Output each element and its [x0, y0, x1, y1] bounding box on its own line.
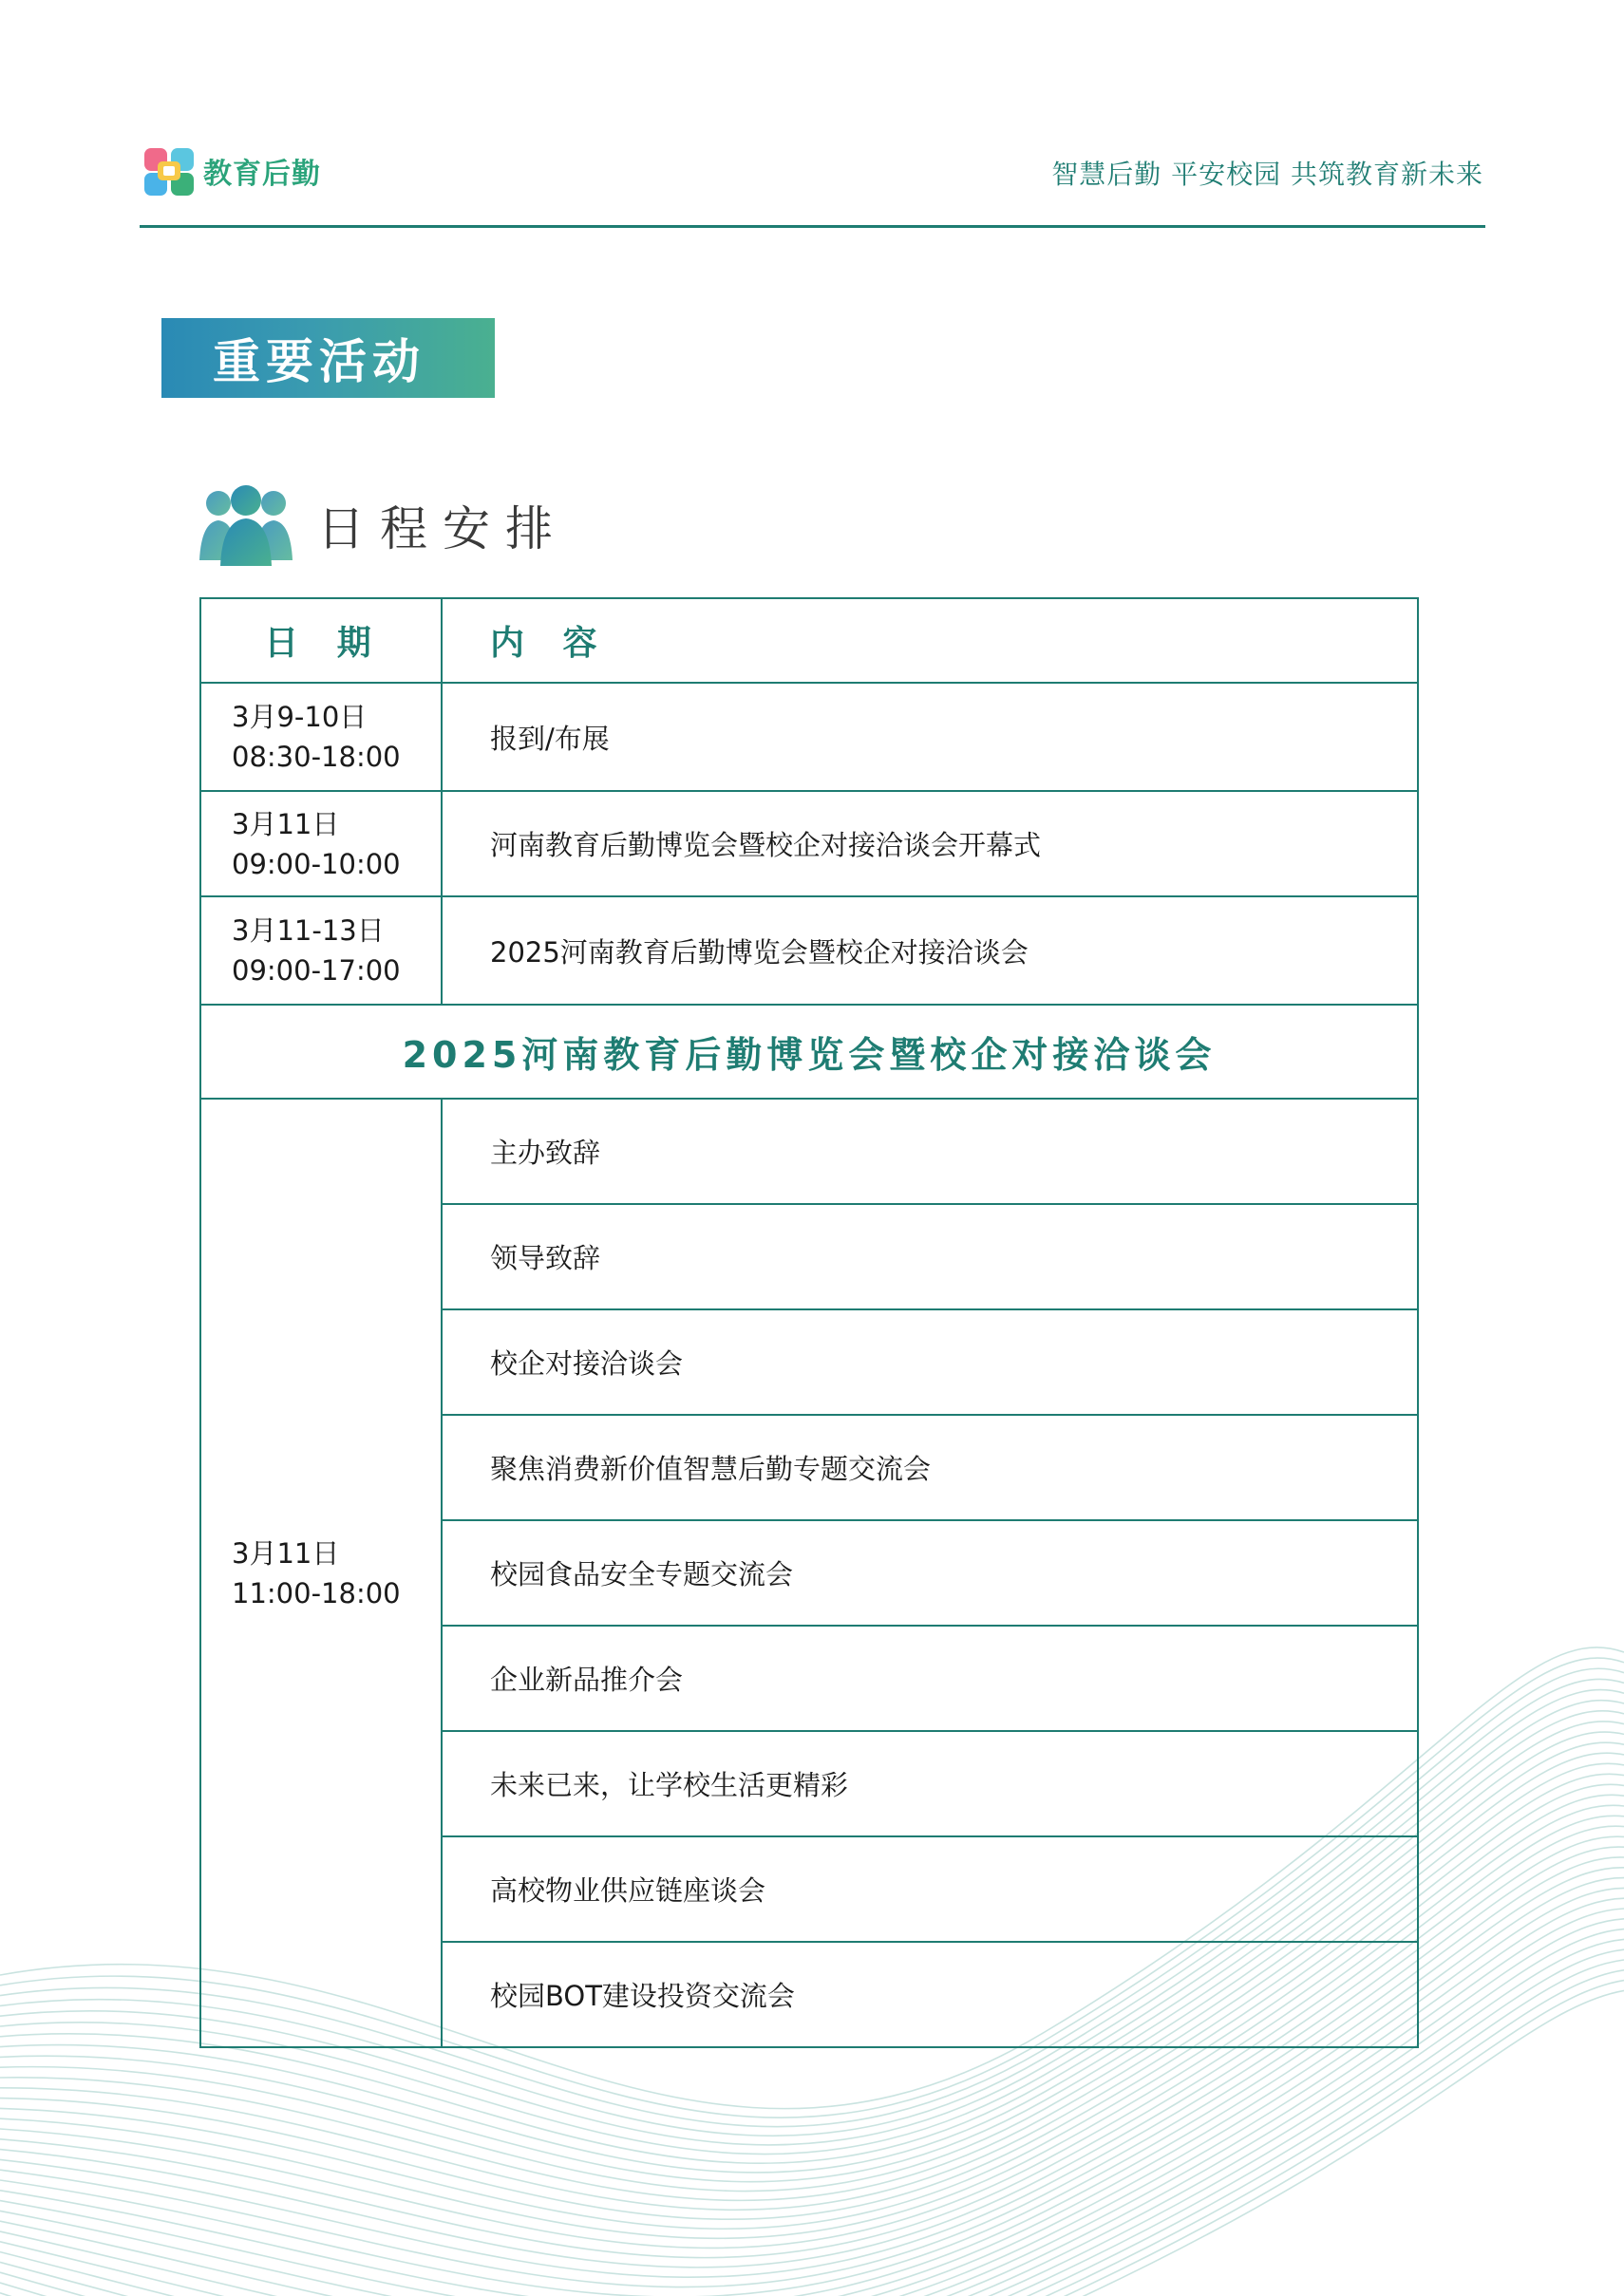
header-divider — [140, 225, 1485, 228]
time-line: 09:00-17:00 — [232, 954, 401, 987]
session-item: 领导致辞 — [442, 1204, 1418, 1309]
time-line: 09:00-10:00 — [232, 847, 401, 880]
date-line: 3月11日 — [232, 807, 340, 840]
session-item: 主办致辞 — [442, 1099, 1418, 1204]
session-item: 未来已来，让学校生活更精彩 — [442, 1731, 1418, 1836]
session-item: 校企对接洽谈会 — [442, 1309, 1418, 1415]
date-line: 3月9-10日 — [232, 701, 368, 733]
table-row — [200, 683, 1418, 791]
date-cell — [200, 791, 442, 896]
table-header-row — [200, 598, 1418, 683]
content-cell: 报到/布展 — [442, 683, 1418, 791]
subheading-text: 日程安排 — [317, 501, 568, 556]
time-line: 08:30-18:00 — [232, 741, 401, 773]
time-line: 11:00-18:00 — [232, 1576, 401, 1609]
header-date: 日 期 — [200, 598, 442, 683]
date-cell — [200, 896, 442, 1005]
date-line: 3月11日 — [232, 1536, 340, 1570]
merged-title: 2025河南教育后勤博览会暨校企对接洽谈会 — [200, 1005, 1418, 1099]
table-row — [200, 1099, 1418, 1204]
logo-text: 教育后勤 — [203, 158, 321, 191]
session-item: 校园食品安全专题交流会 — [442, 1520, 1418, 1626]
session-item: 企业新品推介会 — [442, 1626, 1418, 1731]
table-row — [200, 791, 1418, 896]
date-line: 3月11-13日 — [232, 914, 385, 947]
logo — [142, 144, 321, 198]
session-item: 高校物业供应链座谈会 — [442, 1836, 1418, 1942]
people-icon — [198, 484, 294, 566]
schedule-subheading — [198, 484, 568, 566]
content-cell: 2025河南教育后勤博览会暨校企对接洽谈会 — [442, 896, 1418, 1005]
header-content: 内 容 — [442, 598, 1418, 683]
session-item: 校园BOT建设投资交流会 — [442, 1942, 1418, 2047]
session-item: 聚焦消费新价值智慧后勤专题交流会 — [442, 1415, 1418, 1520]
content-cell: 河南教育后勤博览会暨校企对接洽谈会开幕式 — [442, 791, 1418, 896]
date-cell — [200, 683, 442, 791]
session-date-cell — [200, 1099, 442, 2047]
table-row — [200, 896, 1418, 1005]
schedule-table — [199, 597, 1419, 2048]
logo-icon — [142, 144, 196, 198]
header-slogan: 智慧后勤 平安校园 共筑教育新未来 — [1051, 159, 1483, 190]
section-banner: 重要活动 — [161, 318, 495, 398]
merged-title-row — [200, 1005, 1418, 1099]
